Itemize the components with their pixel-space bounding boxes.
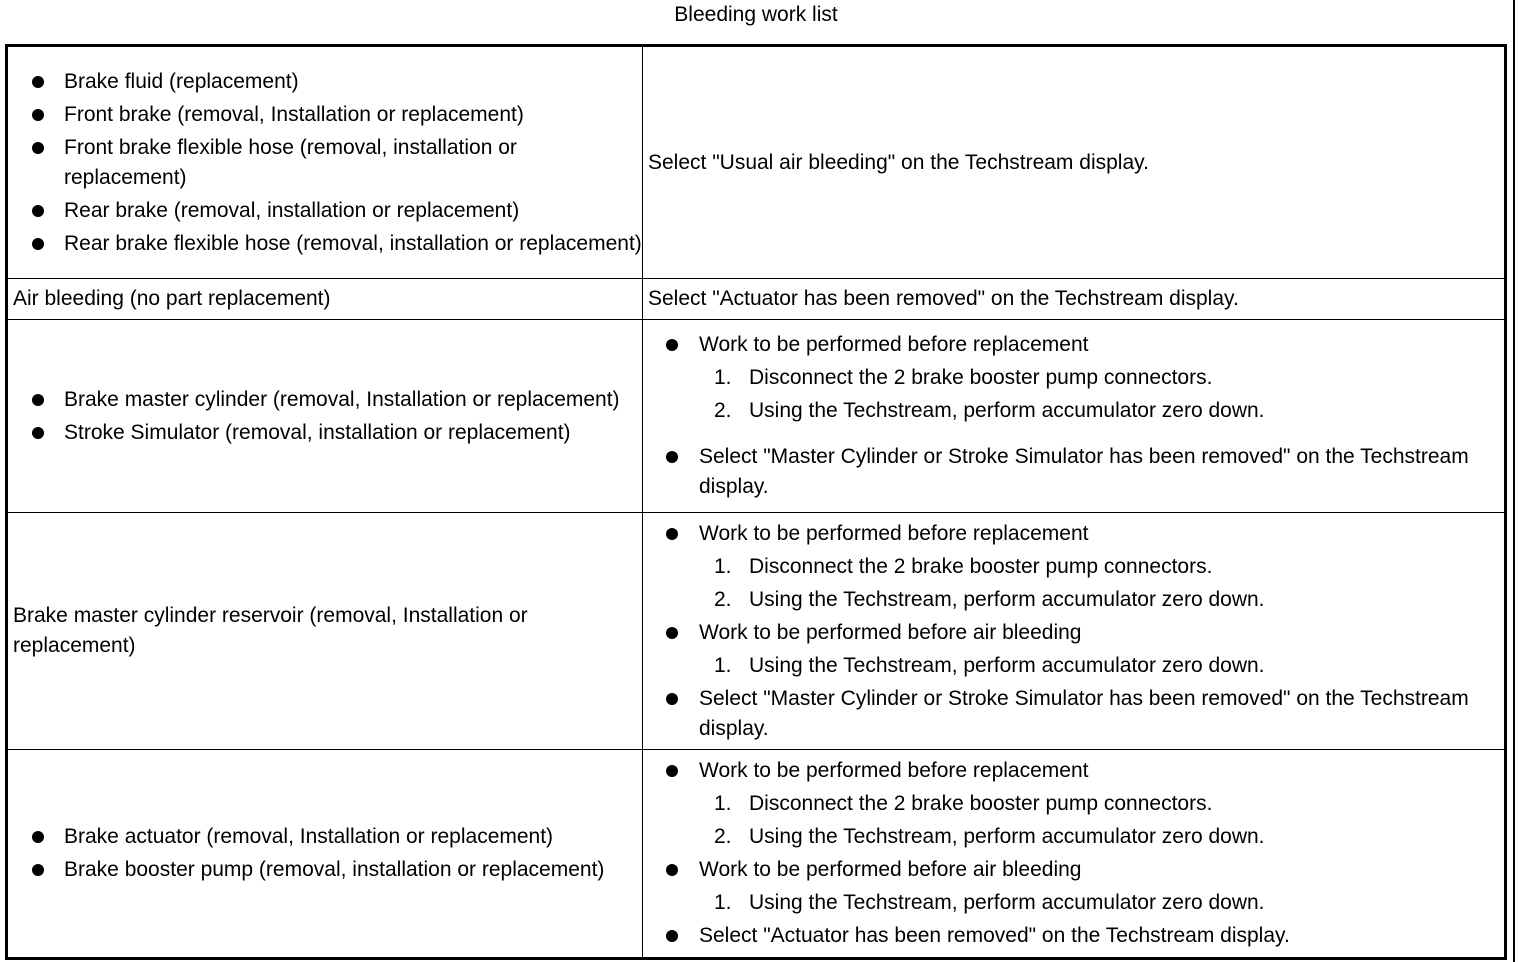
procedure-cell bbox=[643, 279, 1506, 320]
step-text: Using the Techstream, perform accumulator zero down. bbox=[749, 653, 1265, 677]
work-item-list bbox=[8, 67, 642, 259]
work-item-cell bbox=[7, 750, 643, 959]
table-caption: Bleeding work list bbox=[674, 3, 838, 26]
list-item: Front brake (removal, Installation or replacement) bbox=[29, 100, 642, 130]
table-row bbox=[7, 279, 1506, 320]
step-text: Disconnect the 2 brake booster pump connectors. bbox=[749, 554, 1213, 578]
work-item-text: Air bleeding (no part replacement) bbox=[13, 287, 331, 310]
step-list bbox=[699, 888, 1504, 918]
step-item bbox=[699, 789, 1504, 819]
work-item-list bbox=[8, 822, 642, 885]
step-item bbox=[699, 822, 1504, 852]
procedure-list bbox=[643, 756, 1504, 951]
procedure-heading: Select "Master Cylinder or Stroke Simulator has been removed" on the Techstream display. bbox=[699, 445, 1469, 498]
step-number: 2. bbox=[714, 587, 732, 611]
step-number: 1. bbox=[714, 554, 732, 578]
list-item: Brake actuator (removal, Installation or replacement) bbox=[29, 822, 642, 852]
step-number: 1. bbox=[714, 653, 732, 677]
procedure-heading: Work to be performed before air bleeding bbox=[699, 620, 1082, 644]
procedure-heading: Select "Master Cylinder or Stroke Simulator has been removed" on the Techstream display. bbox=[699, 686, 1469, 740]
procedure-cell bbox=[643, 750, 1506, 959]
step-list bbox=[699, 651, 1504, 681]
procedure-text: Select "Actuator has been removed" on the Techstream display. bbox=[648, 287, 1239, 310]
list-item bbox=[664, 519, 1504, 615]
bleeding-work-table bbox=[5, 44, 1507, 960]
step-item bbox=[699, 396, 1504, 426]
list-item bbox=[664, 618, 1504, 681]
step-item bbox=[699, 585, 1504, 615]
procedure-cell bbox=[643, 513, 1506, 750]
procedure-cell bbox=[643, 320, 1506, 513]
step-item bbox=[699, 552, 1504, 582]
step-number: 2. bbox=[714, 825, 732, 848]
work-item-cell bbox=[7, 279, 643, 320]
table-row bbox=[7, 320, 1506, 513]
work-item-cell bbox=[7, 513, 643, 750]
list-item: Front brake flexible hose (removal, installation or replacement) bbox=[29, 133, 642, 193]
list-item: Brake booster pump (removal, installation or replacement) bbox=[29, 855, 642, 885]
step-text: Using the Techstream, perform accumulator zero down. bbox=[749, 825, 1265, 848]
list-item bbox=[664, 442, 1504, 502]
step-text: Disconnect the 2 brake booster pump connectors. bbox=[749, 366, 1213, 389]
procedure-heading: Work to be performed before air bleeding bbox=[699, 858, 1082, 881]
list-item bbox=[664, 330, 1504, 426]
procedure-heading: Work to be performed before replacement bbox=[699, 521, 1089, 545]
work-item-cell bbox=[7, 46, 643, 279]
procedure-text: Select "Usual air bleeding" on the Techstream display. bbox=[648, 150, 1149, 174]
step-number: 1. bbox=[714, 366, 732, 389]
table-row bbox=[7, 513, 1506, 750]
list-item: Brake fluid (replacement) bbox=[29, 67, 642, 97]
page-edge-line bbox=[1513, 0, 1515, 962]
table-row bbox=[7, 46, 1506, 279]
work-item-text: Brake master cylinder reservoir (removal, Installation or replacement) bbox=[13, 604, 528, 657]
step-text: Using the Techstream, perform accumulator zero down. bbox=[749, 891, 1265, 914]
step-list bbox=[699, 552, 1504, 615]
procedure-list bbox=[643, 519, 1504, 744]
procedure-heading: Work to be performed before replacement bbox=[699, 333, 1089, 356]
procedure-heading: Work to be performed before replacement bbox=[699, 759, 1089, 782]
step-item bbox=[699, 651, 1504, 681]
procedure-heading: Select "Actuator has been removed" on the Techstream display. bbox=[699, 924, 1290, 947]
step-text: Disconnect the 2 brake booster pump connectors. bbox=[749, 792, 1213, 815]
step-item bbox=[699, 888, 1504, 918]
step-number: 1. bbox=[714, 891, 732, 914]
step-text: Using the Techstream, perform accumulator zero down. bbox=[749, 399, 1265, 422]
step-list bbox=[699, 789, 1504, 852]
work-item-cell bbox=[7, 320, 643, 513]
step-number: 1. bbox=[714, 792, 732, 815]
step-number: 2. bbox=[714, 399, 732, 422]
list-item: Rear brake flexible hose (removal, installation or replacement) bbox=[29, 229, 642, 259]
list-item: Stroke Simulator (removal, installation or replacement) bbox=[29, 418, 642, 448]
work-item-list bbox=[8, 385, 642, 448]
list-item: Brake master cylinder (removal, Installation or replacement) bbox=[29, 385, 642, 415]
table-row bbox=[7, 750, 1506, 959]
list-item bbox=[664, 855, 1504, 918]
procedure-cell bbox=[643, 46, 1506, 279]
step-list bbox=[699, 363, 1504, 426]
list-item bbox=[664, 756, 1504, 852]
list-item: Rear brake (removal, installation or replacement) bbox=[29, 196, 642, 226]
list-item bbox=[664, 684, 1504, 744]
step-item bbox=[699, 363, 1504, 393]
list-item bbox=[664, 921, 1504, 951]
step-text: Using the Techstream, perform accumulator zero down. bbox=[749, 587, 1265, 611]
procedure-list bbox=[643, 330, 1504, 502]
